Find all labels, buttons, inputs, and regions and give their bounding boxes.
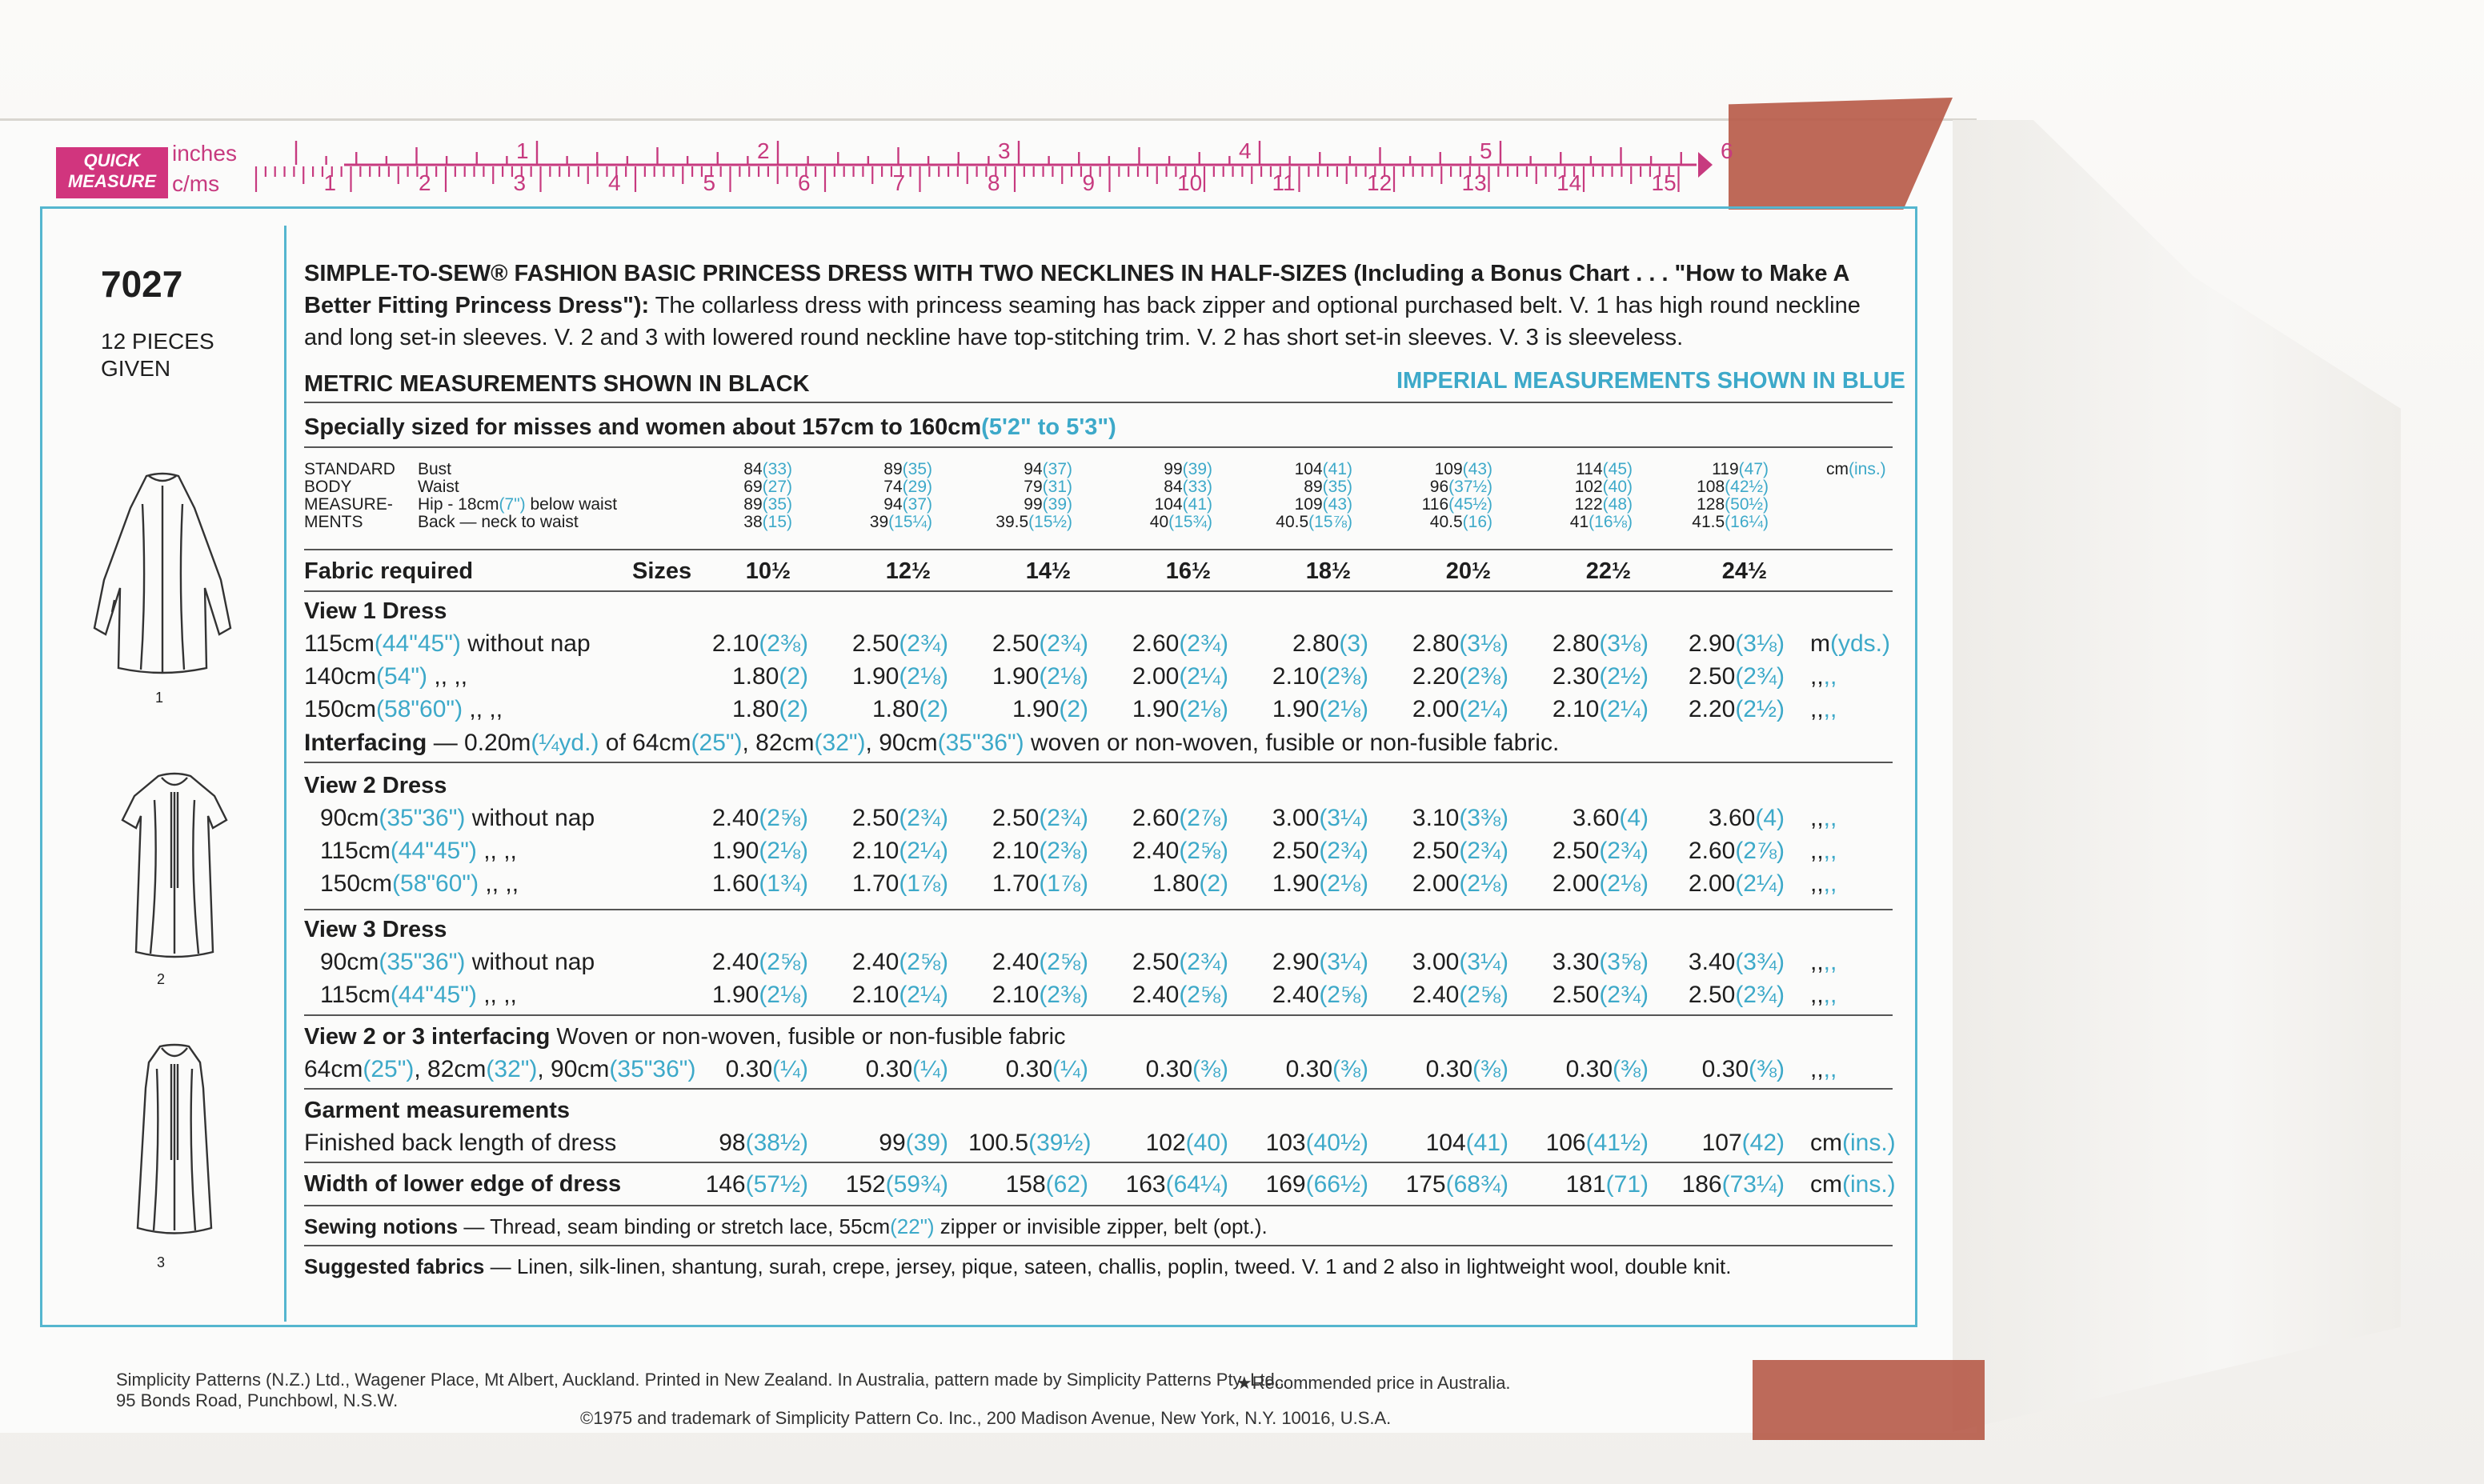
view2-row-value: 1.70(1⅞) — [851, 870, 948, 897]
view1-row-value: 2.60(2¾) — [1132, 630, 1228, 657]
view2-width-label: 150cm(58"60") ,, ,, — [320, 870, 519, 897]
view23-row-value: 0.30(⅜) — [1701, 1056, 1785, 1082]
size-header: 10½ — [745, 558, 791, 584]
rule — [304, 1205, 1893, 1206]
view2-row-value: 2.60(2⅞) — [1688, 838, 1785, 864]
ruler-cm-number: 3 — [513, 170, 527, 195]
body-measure-value: 38(15) — [743, 513, 792, 531]
body-measure-value: 79(31) — [1024, 478, 1072, 496]
body-measure-value: 109(43) — [1294, 495, 1352, 514]
body-measure-value: 39.5(15½) — [996, 513, 1072, 531]
body-measure-value: 74(29) — [883, 478, 932, 496]
sewing-notions: Sewing notions — Thread, seam binding or stretch lace, 55cm(22") zipper or invisible zipper, belt (opt.). — [304, 1214, 1268, 1238]
metric-note: METRIC MEASUREMENTS SHOWN IN BLACK — [304, 371, 810, 397]
body-measure-value: 40.5(16) — [1429, 513, 1492, 531]
view3-row-value: 2.40(2⅝) — [1272, 982, 1368, 1008]
view-1-sketch-number: 1 — [155, 690, 164, 706]
view1-width-label: 150cm(58"60") ,, ,, — [304, 696, 503, 722]
lower-edge-value: 146(57½) — [705, 1171, 808, 1198]
lower-edge-value: 163(64¼) — [1125, 1171, 1228, 1198]
ruler-inch-number: 1 — [516, 138, 529, 163]
view1-row-value: 1.80(2) — [731, 696, 808, 722]
view2-title: View 2 Dress — [304, 773, 447, 798]
pattern-number: 7027 — [101, 263, 183, 305]
lower-edge-value: 158(62) — [1005, 1171, 1088, 1198]
sizes-label: Sizes — [632, 558, 692, 584]
fabric-required-label: Fabric required — [304, 558, 474, 584]
view-3-sketch-number: 3 — [157, 1254, 166, 1270]
recommended-price: ★Recommended price in Australia. — [1236, 1373, 1511, 1393]
tape-bottom-right — [1753, 1360, 1985, 1440]
ruler-cm-number: 11 — [1272, 170, 1296, 195]
size-header: 18½ — [1305, 558, 1352, 584]
size-header: 22½ — [1585, 558, 1632, 584]
view1-row-value: 2.10(2⅜) — [711, 630, 808, 657]
view3-row-value: 2.10(2⅜) — [992, 982, 1088, 1008]
view1-row-value: 2.30(2½) — [1552, 663, 1649, 690]
view1-row-value: 1.90(2) — [1012, 696, 1088, 722]
view1-row-value: 2.80(3⅛) — [1552, 630, 1649, 657]
back-length-value: 100.5(39½) — [968, 1130, 1092, 1156]
body-measure-value: 89(35) — [1304, 478, 1352, 496]
view23-row-unit: ,,,, — [1810, 1056, 1837, 1082]
body-measure-value: 104(41) — [1294, 460, 1352, 478]
ruler-cm-number: 15 — [1651, 170, 1677, 195]
view23-row-value: 0.30(⅜) — [1285, 1056, 1368, 1082]
back-length-value: 106(41½) — [1545, 1130, 1649, 1156]
body-measure-value: 84(33) — [1164, 478, 1212, 496]
view2-row-value: 3.60(4) — [1708, 805, 1785, 831]
sizing-note: Specially sized for misses and women about 157cm to 160cm(5'2" to 5'3") — [304, 414, 1116, 440]
size-header: 16½ — [1165, 558, 1212, 584]
body-measure-value: 40.5(15⅞) — [1276, 513, 1352, 531]
view3-row-value: 2.10(2¼) — [851, 982, 948, 1008]
back-length-value: 102(40) — [1145, 1130, 1228, 1156]
rule — [304, 1014, 1893, 1016]
view2-row-unit: ,,,, — [1810, 838, 1837, 864]
body-measure-value: 128(50½) — [1697, 495, 1769, 514]
view2-row-value: 2.10(2¼) — [851, 838, 948, 864]
imperial-note: IMPERIAL MEASUREMENTS SHOWN IN BLUE — [1396, 368, 1905, 394]
view3-row-value: 2.40(2⅝) — [992, 949, 1088, 975]
view3-row-value: 3.00(3¼) — [1412, 949, 1508, 975]
view2-row-value: 3.60(4) — [1572, 805, 1649, 831]
ruler-inch-number: 5 — [1480, 138, 1492, 163]
view1-row-value: 2.80(3) — [1292, 630, 1368, 657]
lower-edge-value: 186(73¼) — [1681, 1171, 1785, 1198]
view23-row-value: 0.30(⅜) — [1565, 1056, 1649, 1082]
rule — [304, 909, 1893, 910]
back-length-value: 107(42) — [1701, 1130, 1785, 1156]
ruler-cm-number: 1 — [323, 170, 337, 195]
lower-edge-value: 175(68¾) — [1405, 1171, 1508, 1198]
ruler-cm-number: 9 — [1082, 170, 1096, 195]
body-measure-value: 114(45) — [1576, 460, 1633, 478]
view3-title: View 3 Dress — [304, 917, 447, 942]
view1-row-value: 2.10(2⅜) — [1272, 663, 1368, 690]
view2-row-value: 2.50(2¾) — [1552, 838, 1649, 864]
view-3-sketch — [94, 1040, 254, 1256]
ruler-cm-number: 6 — [798, 170, 811, 195]
view23-title: View 2 or 3 interfacing Woven or non-woven, fusible or non-fusible fabric — [304, 1024, 1066, 1050]
ruler-cm-label: c/ms — [172, 171, 220, 196]
back-length-unit: cm(ins.) — [1810, 1130, 1896, 1156]
view2-row-value: 1.90(2⅛) — [711, 838, 808, 864]
view3-row-value: 2.40(2⅝) — [711, 949, 808, 975]
view1-row-value: 1.90(2⅛) — [851, 663, 948, 690]
view2-row-value: 2.00(2⅛) — [1412, 870, 1508, 897]
ruler-cm-number: 7 — [892, 170, 906, 195]
copyright: ©1975 and trademark of Simplicity Pattern Co. Inc., 200 Madison Avenue, New York, N.Y. 10016, U.S.A. — [580, 1408, 1392, 1428]
ruler-cm-number: 12 — [1367, 170, 1392, 195]
standard-body-measurements-label: STANDARD BODY MEASURE- MENTS — [304, 460, 395, 531]
view-1-sketch — [70, 468, 254, 708]
view2-width-label: 115cm(44"45") ,, ,, — [320, 838, 517, 864]
view2-row-unit: ,,,, — [1810, 870, 1837, 897]
quick-measure-ruler — [48, 136, 1733, 195]
view1-width-label: 140cm(54") ,, ,, — [304, 663, 468, 690]
body-measure-value: 39(15¼) — [869, 513, 932, 531]
view3-row-value: 2.50(2¾) — [1688, 982, 1785, 1008]
view23-widths: 64cm(25"), 82cm(32"), 90cm(35"36") — [304, 1056, 696, 1082]
view2-row-unit: ,,,, — [1810, 805, 1837, 831]
view-2-sketch — [94, 768, 254, 976]
view3-row-value: 2.40(2⅝) — [1132, 982, 1228, 1008]
suggested-fabrics: Suggested fabrics — Linen, silk-linen, shantung, surah, crepe, jersey, pique, sateen, challis, poplin, tweed. V. 1 and 2 also in lightweight wool, double knit. — [304, 1254, 1732, 1278]
view3-row-value: 2.90(3¼) — [1272, 949, 1368, 975]
view3-row-value: 3.40(3¾) — [1688, 949, 1785, 975]
body-measure-value: 89(35) — [743, 495, 792, 514]
lower-edge-value: 152(59¾) — [845, 1171, 948, 1198]
body-measure-value: 41(16⅛) — [1569, 513, 1633, 531]
view1-row-value: 2.50(2¾) — [992, 630, 1088, 657]
view1-row-value: 2.20(2½) — [1688, 696, 1785, 722]
body-measure-value: 108(42½) — [1697, 478, 1769, 496]
view1-interfacing: Interfacing — 0.20m(¼yd.) of 64cm(25"), 82cm(32"), 90cm(35"36") woven or non-woven, fusible or non-fusible fabric. — [304, 730, 1560, 756]
view1-row-unit: ,,,, — [1810, 696, 1837, 722]
view1-row-unit: ,,,, — [1810, 663, 1837, 690]
view2-row-value: 1.60(1¾) — [711, 870, 808, 897]
view2-row-value: 2.40(2⅝) — [1132, 838, 1228, 864]
view3-row-value: 2.40(2⅝) — [1412, 982, 1508, 1008]
view1-width-label: 115cm(44"45") without nap — [304, 630, 591, 657]
ruler-inch-number: 3 — [998, 138, 1011, 163]
view1-row-value: 2.90(3⅛) — [1688, 630, 1785, 657]
body-measure-value: 99(39) — [1024, 495, 1072, 514]
view1-row-value: 1.80(2) — [871, 696, 948, 722]
view1-row-value: 1.90(2⅛) — [992, 663, 1088, 690]
body-measurement-names: Bust Waist Hip - 18cm(7") below waist Back — neck to waist — [418, 460, 618, 531]
view-2-sketch-number: 2 — [157, 971, 166, 987]
rule — [304, 402, 1893, 403]
view1-title: View 1 Dress — [304, 598, 447, 624]
body-measure-value: 41.5(16¼) — [1692, 513, 1769, 531]
view2-row-value: 1.90(2⅛) — [1272, 870, 1368, 897]
rule — [304, 446, 1893, 448]
rule — [304, 762, 1893, 763]
view2-row-value: 2.40(2⅝) — [711, 805, 808, 831]
body-measure-value: 116(45½) — [1421, 495, 1492, 514]
view2-row-value: 2.00(2¼) — [1688, 870, 1785, 897]
rule — [304, 1245, 1893, 1246]
view3-width-label: 115cm(44"45") ,, ,, — [320, 982, 517, 1008]
body-measure-value: 94(37) — [1024, 460, 1072, 478]
view2-row-value: 2.00(2⅛) — [1552, 870, 1649, 897]
view3-row-unit: ,,,, — [1810, 949, 1837, 975]
back-length-value: 98(38½) — [719, 1130, 808, 1156]
lower-edge-unit: cm(ins.) — [1810, 1171, 1896, 1198]
view2-row-value: 2.50(2¾) — [992, 805, 1088, 831]
back-length-value: 103(40½) — [1265, 1130, 1368, 1156]
view3-row-value: 1.90(2⅛) — [711, 982, 808, 1008]
body-measure-value: 104(41) — [1154, 495, 1212, 514]
body-measure-value: 84(33) — [743, 460, 792, 478]
size-header: 14½ — [1025, 558, 1072, 584]
body-measure-value: 102(40) — [1574, 478, 1633, 496]
ruler-inch-number: 6 — [1721, 138, 1733, 163]
view1-row-value: 1.90(2⅛) — [1132, 696, 1228, 722]
body-units: cm(ins.) — [1826, 460, 1886, 478]
body-measure-value: 119(47) — [1712, 460, 1769, 478]
view2-width-label: 90cm(35"36") without nap — [320, 805, 595, 831]
view1-row-unit: m(yds.) — [1810, 630, 1890, 657]
view2-row-value: 1.80(2) — [1152, 870, 1228, 897]
quick-measure-logo: QUICK MEASURE — [56, 147, 168, 198]
view2-row-value: 3.00(3¼) — [1272, 805, 1368, 831]
size-header: 12½ — [885, 558, 932, 584]
body-measure-value: 69(27) — [743, 478, 792, 496]
body-measure-value: 40(15¾) — [1149, 513, 1212, 531]
view1-row-value: 2.00(2¼) — [1132, 663, 1228, 690]
back-length-value: 99(39) — [879, 1130, 948, 1156]
view1-row-value: 2.00(2¼) — [1412, 696, 1508, 722]
ruler-cm-number: 14 — [1557, 170, 1582, 195]
view3-row-value: 2.50(2¾) — [1132, 949, 1228, 975]
back-length-label: Finished back length of dress — [304, 1130, 617, 1156]
view1-row-value: 2.50(2¾) — [1688, 663, 1785, 690]
size-header: 20½ — [1445, 558, 1492, 584]
ruler-cm-number: 10 — [1177, 170, 1203, 195]
body-measure-value: 109(43) — [1434, 460, 1492, 478]
body-measure-value: 99(39) — [1164, 460, 1212, 478]
panel-divider — [284, 226, 286, 1322]
view2-row-value: 3.10(3⅜) — [1412, 805, 1508, 831]
view3-row-unit: ,,,, — [1810, 982, 1837, 1008]
ruler-cm-number: 4 — [608, 170, 621, 195]
garment-title: Garment measurements — [304, 1098, 571, 1123]
ruler-cm-number: 8 — [988, 170, 1000, 195]
view23-row-value: 0.30(⅜) — [1145, 1056, 1228, 1082]
rule — [304, 1088, 1893, 1090]
lower-edge-value: 169(66½) — [1265, 1171, 1368, 1198]
body-measure-value: 94(37) — [883, 495, 932, 514]
ruler-inch-number: 4 — [1239, 138, 1252, 163]
rule — [304, 590, 1893, 592]
footer-address: Simplicity Patterns (N.Z.) Ltd., Wagener Place, Mt Albert, Auckland. Printed in New Zealand. In Australia, pattern made by Simplicity Patterns Pty. Ltd., 95 Bonds Road, Punchbowl, N.S.W. — [116, 1370, 1284, 1410]
lower-edge-label: Width of lower edge of dress — [304, 1171, 622, 1197]
view23-row-value: 0.30(¼) — [725, 1056, 808, 1082]
ruler-inch-number: 2 — [757, 138, 770, 163]
view1-row-value: 2.10(2¼) — [1552, 696, 1649, 722]
view3-row-value: 3.30(3⅝) — [1552, 949, 1649, 975]
size-header: 24½ — [1721, 558, 1768, 584]
view23-row-value: 0.30(¼) — [865, 1056, 948, 1082]
ruler-cm-number: 13 — [1461, 170, 1487, 195]
view2-row-value: 2.10(2⅜) — [992, 838, 1088, 864]
view2-row-value: 2.50(2¾) — [1412, 838, 1508, 864]
view2-row-value: 2.50(2¾) — [1272, 838, 1368, 864]
view2-row-value: 2.60(2⅞) — [1132, 805, 1228, 831]
view1-row-value: 1.80(2) — [731, 663, 808, 690]
pieces-count: 12 PIECES GIVEN — [101, 329, 214, 381]
rule — [304, 549, 1893, 550]
body-measure-value: 122(48) — [1574, 495, 1633, 514]
pattern-description: SIMPLE-TO-SEW® FASHION BASIC PRINCESS DRESS WITH TWO NECKLINES IN HALF-SIZES (Including a Bonus Chart . . . "How to Make A Better Fitting Princess Dress"): The collarless dress with princess seaming has back zipper and optional purchased belt. V. 1 has high round neckline and long set-in sleeves. V. 2 and 3 with lowered round neckline have top-stitching trim. V. 2 has short set-in sleeves. V. 3 is sleeveless. — [304, 261, 1861, 350]
view23-row-value: 0.30(¼) — [1005, 1056, 1088, 1082]
view23-row-value: 0.30(⅜) — [1425, 1056, 1508, 1082]
view2-row-value: 1.70(1⅞) — [992, 870, 1088, 897]
view1-row-value: 1.90(2⅛) — [1272, 696, 1368, 722]
ruler-cm-number: 5 — [703, 170, 716, 195]
lower-edge-value: 181(71) — [1565, 1171, 1649, 1198]
back-length-value: 104(41) — [1425, 1130, 1508, 1156]
rule — [304, 1162, 1893, 1163]
view1-row-value: 2.50(2¾) — [851, 630, 948, 657]
view3-row-value: 2.50(2¾) — [1552, 982, 1649, 1008]
ruler-inches-label: inches — [172, 141, 237, 166]
view3-width-label: 90cm(35"36") without nap — [320, 949, 595, 975]
view1-row-value: 2.20(2⅜) — [1412, 663, 1508, 690]
view1-row-value: 2.80(3⅛) — [1412, 630, 1508, 657]
body-measure-value: 89(35) — [883, 460, 932, 478]
body-measure-value: 96(37½) — [1429, 478, 1492, 496]
view3-row-value: 2.40(2⅝) — [851, 949, 948, 975]
view2-row-value: 2.50(2¾) — [851, 805, 948, 831]
ruler-cm-number: 2 — [419, 170, 431, 195]
